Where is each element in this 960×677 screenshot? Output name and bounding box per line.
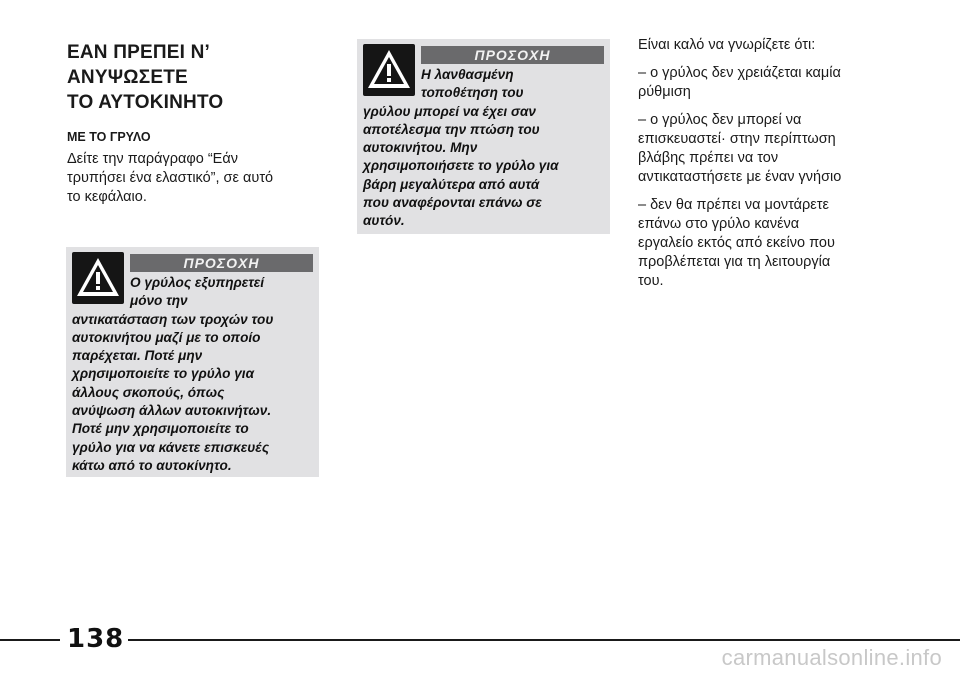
text-line: βλάβης πρέπει να τον bbox=[638, 150, 779, 166]
paragraph bbox=[638, 196, 898, 291]
warning-text bbox=[363, 66, 604, 231]
text-line: Είναι καλό να γνωρίζετε ότι: bbox=[638, 37, 816, 53]
section-title-line: ΑΝΥΨΩΣΕΤΕ bbox=[67, 67, 188, 88]
warning-header: ΠΡΟΣΟΧΗ bbox=[130, 254, 313, 272]
text-line: βάρη μεγαλύτερα από αυτά bbox=[363, 176, 540, 192]
text-line: του. bbox=[638, 273, 664, 289]
text-line: επάνω στο γρύλο κανένα bbox=[638, 216, 800, 232]
text-line: Η λανθασμένη bbox=[421, 67, 514, 82]
page-number: 138 bbox=[67, 624, 125, 654]
subheading: ΜΕ ΤΟ ΓΡΥΛΟ bbox=[67, 130, 151, 144]
text-line: γρύλου μπορεί να έχει σαν bbox=[363, 103, 536, 119]
text-line: τοποθέτηση του bbox=[421, 85, 524, 101]
text-line: ανύψωση άλλων αυτοκινήτων. bbox=[72, 403, 272, 419]
text-line: κάτω από το αυτοκίνητο. bbox=[72, 457, 232, 473]
warning-box-jack-usage bbox=[66, 247, 319, 477]
text-line: χρησιμοποιήσετε το γρύλο για bbox=[363, 158, 559, 174]
text-line: τρυπήσει ένα ελαστικό”, σε αυτό bbox=[67, 170, 274, 186]
text-line: προβλέπεται για τη λειτουργία bbox=[638, 254, 831, 270]
right-column bbox=[638, 36, 898, 300]
text-line: που αναφέρονται επάνω σε bbox=[363, 195, 542, 211]
paragraph bbox=[638, 36, 898, 55]
text-line: – ο γρύλος δεν χρειάζεται καμία bbox=[638, 65, 841, 81]
text-line: επισκευαστεί· στην περίπτωση bbox=[638, 131, 836, 147]
section-title-line: ΤΟ ΑΥΤΟΚΙΝΗΤΟ bbox=[67, 92, 224, 113]
paragraph bbox=[638, 111, 898, 187]
left-column bbox=[67, 40, 322, 207]
text-line: άλλους σκοπούς, όπως bbox=[72, 384, 225, 400]
paragraph bbox=[638, 64, 898, 102]
text-line: Ο γρύλος εξυπηρετεί bbox=[130, 275, 265, 290]
text-line: ρύθμιση bbox=[638, 84, 691, 100]
section-title-line: ΕΑΝ ΠΡΕΠΕΙ Ν’ bbox=[67, 42, 211, 63]
intro-paragraph bbox=[67, 150, 322, 207]
text-line: – δεν θα πρέπει να μοντάρετε bbox=[638, 197, 829, 213]
text-line: χρησιμοποιείτε το γρύλο για bbox=[72, 366, 255, 382]
text-line: το κεφάλαιο. bbox=[67, 189, 147, 205]
section-title bbox=[67, 40, 322, 115]
text-line: – ο γρύλος δεν μπορεί να bbox=[638, 112, 802, 128]
watermark[interactable]: carmanualsonline.info bbox=[721, 645, 942, 670]
footer-rule bbox=[128, 639, 960, 641]
text-line: αυτοκινήτου μαζί με το οποίο bbox=[72, 329, 261, 345]
text-line: Δείτε την παράγραφο “Εάν bbox=[67, 151, 238, 167]
text-line: αντικατάσταση των τροχών του bbox=[72, 311, 274, 327]
footer-rule bbox=[0, 639, 60, 641]
text-line: αυτόν. bbox=[363, 213, 405, 229]
warning-header: ΠΡΟΣΟΧΗ bbox=[421, 46, 604, 64]
text-line: μόνο την bbox=[130, 293, 188, 309]
text-line: αυτοκινήτου. Μην bbox=[363, 140, 478, 156]
warning-text bbox=[72, 274, 313, 475]
text-line: εργαλείο εκτός από εκείνο που bbox=[638, 235, 835, 251]
text-line: αποτέλεσμα την πτώση του bbox=[363, 121, 540, 137]
warning-box-jack-placement bbox=[357, 39, 610, 234]
text-line: Ποτέ μην χρησιμοποιείτε το bbox=[72, 421, 249, 437]
text-line: παρέχεται. Ποτέ μην bbox=[72, 348, 203, 364]
text-line: αντικαταστήσετε με έναν γνήσιο bbox=[638, 169, 842, 185]
text-line: γρύλο για να κάνετε επισκευές bbox=[72, 439, 270, 455]
